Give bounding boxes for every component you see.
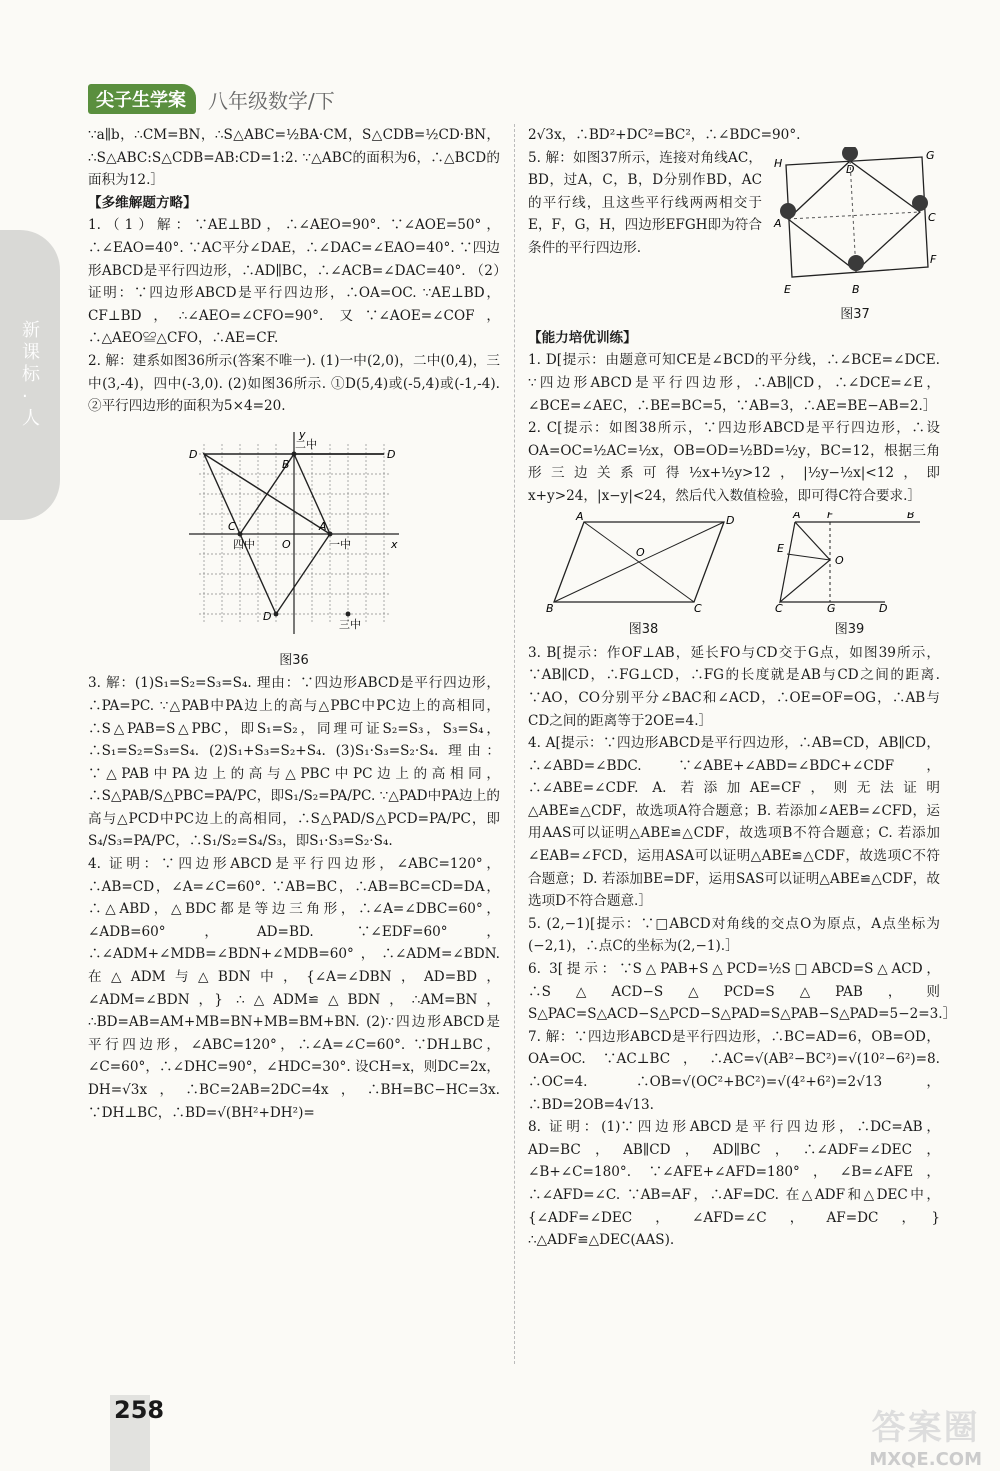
axis-label-y: y xyxy=(299,427,306,441)
label-c: C xyxy=(693,601,702,612)
watermark xyxy=(869,1400,982,1470)
answer-2: 2. 解：建系如图36所示(答案不唯一). (1)一中(2,0)，二中(0,4)，三中(3,-4)，四中(-3,0). (2)如图36所示. ①D(5,4)或(-5,4)或(-1,-4). ②平行四边形的面积为5×4=20. xyxy=(88,352,500,415)
answer-3: 3. 解：(1)S₁=S₂=S₃=S₄. 理由：∵四边形ABCD是平行四边形，∴PA=PC. ∵△PAB中PA边上的高与△PBC中PC边上的高相同，∴S△PAB=S△PBC，即S₁=S₂，同理可证S₂=S₃，S₃=S₄，∴S₁=S₂=S₃=S₄. (2)S₁+S₃=S₂+S₄. (3)S₁·S₃=S₂·S₄. 理由：∵△PAB中PA边上的高与△PBC中PC边上的高相同，∴S△PAB/S△PBC=PA/PC，即S₁/S₂=PA/PC. ∵△PAD中PA边上的高与△PCD中PC边上的高相同，∴S△PAD/S△PCD=PA/PC，即S₄/S₃=PA/PC，∴S₁/S₂=S₄/S₃，即S₁·S₃=S₂·S₄. xyxy=(88,675,500,850)
label-san-zhong: 三中 xyxy=(339,617,361,631)
answer-5: 5. 解：如图37所示，连接对角线AC，BD，过A，C，B，D分别作BD，AC的平行线，且这些平行线两两相交于E，F，G，H，四边形EFGH即为符合条件的平行四边形. xyxy=(528,149,762,256)
figure-38 xyxy=(544,512,744,612)
label-d-bottom: D xyxy=(263,609,272,623)
answer-1: 1.（1）解：∵AE⊥BD，∴∠AEO=90°. ∵∠AOE=50°，∴∠EAO=40°. ∵AC平分∠DAE，∴∠DAC=∠EAO=40°. ∵四边形ABCD是平行四边形，∴AD∥BC，∴∠ACB=∠DAC=40°. （2）证明：∵四边形ABCD是平行四边形，∴OA=OC. ∵AE⊥BD，CF⊥BD，∴∠AEO=∠CFO=90°. 又∵∠AOE=∠COF，∴△AEO≌△CFO，∴AE=CF. xyxy=(88,217,500,347)
side-tab-label: 新课标·人 xyxy=(22,320,40,429)
label-h: H xyxy=(774,156,783,170)
figure-36-caption: 图36 xyxy=(279,652,309,668)
label-g: G xyxy=(826,601,836,612)
label-o: O xyxy=(834,553,844,567)
figure-38-caption: 图38 xyxy=(628,622,659,638)
diagonal-ac xyxy=(788,212,920,219)
axis-label-x: x xyxy=(391,537,398,551)
continued-text: 2√3x，∴BD²+DC²=BC²，∴∠BDC=90°. xyxy=(528,127,801,143)
label-o: O xyxy=(635,545,645,559)
point-san-zhong xyxy=(346,611,351,616)
column-divider xyxy=(514,124,515,1364)
question-4: 4. A[提示：∵四边形ABCD是平行四边形，∴AB=CD，AB∥CD，∴∠ABD=∠BDC. ∵∠ABE+∠ABD=∠BDC+∠CDF，∴∠ABE=∠CDF. A. 若添加AE=CF，则无法证明△ABE≌△CDF，故选项A符合题意；B. 若添加∠AEB=∠CFD，运用AAS可以证明△ABE≌△CDF，故选项B不符合题意；C. 若添加∠EAB=∠FCD，运用ASA可以证明△ABE≌△CDF，故选项C不符合题意；D. 若添加BE=DF，运用SAS可以证明△ABE≌△CDF，故选项D不符合题意.］ xyxy=(528,735,940,910)
label-a: A xyxy=(774,216,782,230)
question-3: 3. B[提示：作OF⊥AB，延长FO与CD交于G点，如图39所示，∵AB∥CD，∴FG⊥CD，∴FG的长度就是AB与CD之间的距离. ∵AO，CO分别平分∠BAC和∠ACD，∴OE=OF=OG，∴AB与CD之间的距离等于2OE=4.］ xyxy=(528,644,940,729)
question-2: 2. C[提示：如图38所示，∵四边形ABCD是平行四边形，∴设OA=OC=½AC=½x，OB=OD=½BD=½y，BC=12，根据三角形三边关系可得½x+½y>12，|½y−½x|<12，即x+y>24，|x−y|<24，然后代入数值检验，即可得C符合要求.］ xyxy=(528,420,940,504)
segment-oe xyxy=(787,554,830,560)
label-e: E xyxy=(776,541,784,555)
left-column xyxy=(88,124,500,1124)
watermark-logo: 答案圈 xyxy=(871,1408,980,1448)
label-b: B xyxy=(906,511,915,521)
side-tab xyxy=(0,230,60,520)
label-c: C xyxy=(228,519,236,533)
figure-37 xyxy=(770,147,940,297)
label-a: A xyxy=(575,511,584,523)
label-d: D xyxy=(725,513,734,527)
label-yi-zhong: 一中 xyxy=(329,537,351,551)
page-number: 258 xyxy=(114,1396,165,1424)
label-b: B xyxy=(852,282,860,296)
figure-39 xyxy=(775,512,925,612)
label-b: B xyxy=(545,601,554,612)
figures-38-39 xyxy=(528,512,940,642)
label-er-zhong: 二中 xyxy=(295,437,317,451)
question-6: 6. 3[提示：∵S△PAB+S△PCD=½S□ABCD=S△ACD，∴S△ACD−S△PCD=S△PAB，则S△PAC=S△ACD−S△PCD−S△PAD=S△PAB−S△PAD=5−2=3.］ xyxy=(528,961,957,1023)
question-7: 7. 解：∵四边形ABCD是平行四边形，∴BC=AD=6，OB=OD，OA=OC. ∵AC⊥BC，∴AC=√(AB²−BC²)=√(10²−6²)=8. ∴OC=4. ∴OB=√(OC²+BC²)=√(4²+6²)=2√13，∴BD=2OB=4√13. xyxy=(528,1028,940,1113)
intro-paragraph: ∵a∥b，∴CM=BN，∴S△ABC=½BA·CM，S△CDB=½CD·BN，∴S△ABC:S△CDB=AB:CD=1:2. ∵△ABC的面积为6，∴△BCD的面积为12.］ xyxy=(88,127,500,189)
point-c xyxy=(238,531,243,536)
label-a: A xyxy=(792,511,801,521)
question-5: 5. (2,−1)[提示：∵□ABCD对角线的交点O为原点，A点坐标为(−2,1)，∴点C的坐标为(2,−1).］ xyxy=(528,915,940,955)
label-c: C xyxy=(928,210,936,224)
label-si-zhong: 四中 xyxy=(233,537,255,551)
point-d-bottom xyxy=(274,611,279,616)
label-f: F xyxy=(826,511,833,521)
label-a: A xyxy=(319,519,327,533)
figure-36 xyxy=(179,424,409,644)
label-c: C xyxy=(774,601,783,612)
answer-4: 4. 证明：∵四边形ABCD是平行四边形，∠ABC=120°，∴AB=CD，∠A=∠C=60°. ∵AB=BC，∴AB=BC=CD=DA，∴△ABD，△BDC都是等边三角形，∴∠A=∠DBC=60°，∠ADB=60°，AD=BD. ∵∠EDF=60°，∴∠ADM+∠MDB=∠BDN+∠MDB=60°，∴∠ADM=∠BDN. 在△ADM与△BDN中，{∠A=∠DBN，AD=BD，∠ADM=∠BDN，} ∴△ADM≌△BDN，∴AM=BN，∴BD=AB=AM+MB=BN+MB=BM+BN. (2)∵四边形ABCD是平行四边形，∠ABC=120°，∴∠A=∠C=60°. ∵DH⊥BC，∠C=60°，∴∠DHC=90°，∠HDC=30°. 设CH=x，则DC=2x，DH=√3x，∴BC=2AB=2DC=4x，∴BH=BC−HC=3x. ∵DH⊥BC，∴BD=√(BH²+DH²)= xyxy=(88,856,500,1121)
figure-37-caption: 图37 xyxy=(840,307,870,323)
label-d: D xyxy=(878,601,887,612)
triangle-aoc xyxy=(780,522,830,602)
question-1: 1. D[提示：由题意可知CE是∠BCD的平分线，∴∠BCE=∠DCE. ∵四边形ABCD是平行四边形，∴AB∥CD，∴∠DCE=∠E，∠BCE=∠AEC，∴BE=BC=5，∵AB=3，∴AE=BE−AB=2.］ xyxy=(528,352,940,414)
section-heading-training: 【能力培优训练】 xyxy=(528,329,637,346)
label-f: F xyxy=(930,252,937,266)
question-8: 8. 证明：(1)∵四边形ABCD是平行四边形，∴DC=AB，AD=BC，AB∥CD，AD∥BC，∴∠ADF=∠DEC，∠B+∠C=180°. ∵∠AFE+∠AFD=180°，∠B=∠AFE，∴∠AFD=∠C. ∵AB=AF，∴AF=DC. 在△ADF和△DEC中，{∠ADF=∠DEC，∠AFD=∠C，AF=DC，} ∴△ADF≌△DEC(AAS). xyxy=(528,1119,940,1249)
brand-title: 尖子生学案 xyxy=(88,84,196,114)
figure-39-caption: 图39 xyxy=(834,622,865,638)
label-origin: O xyxy=(282,537,291,551)
label-d: D xyxy=(846,162,855,176)
point-a xyxy=(328,531,333,536)
point-b xyxy=(292,451,297,456)
watermark-url: MXQE.COM xyxy=(869,1449,982,1470)
label-d-right: D xyxy=(387,447,396,461)
label-g: G xyxy=(926,148,935,162)
book-subtitle: 八年级数学/下 xyxy=(208,88,335,113)
label-b: B xyxy=(282,457,290,471)
label-d-left: D xyxy=(189,447,198,461)
page-header xyxy=(88,84,335,114)
section-heading-methods: 【多维解题方略】 xyxy=(88,194,197,211)
label-e: E xyxy=(784,282,791,296)
right-column xyxy=(528,124,957,1252)
